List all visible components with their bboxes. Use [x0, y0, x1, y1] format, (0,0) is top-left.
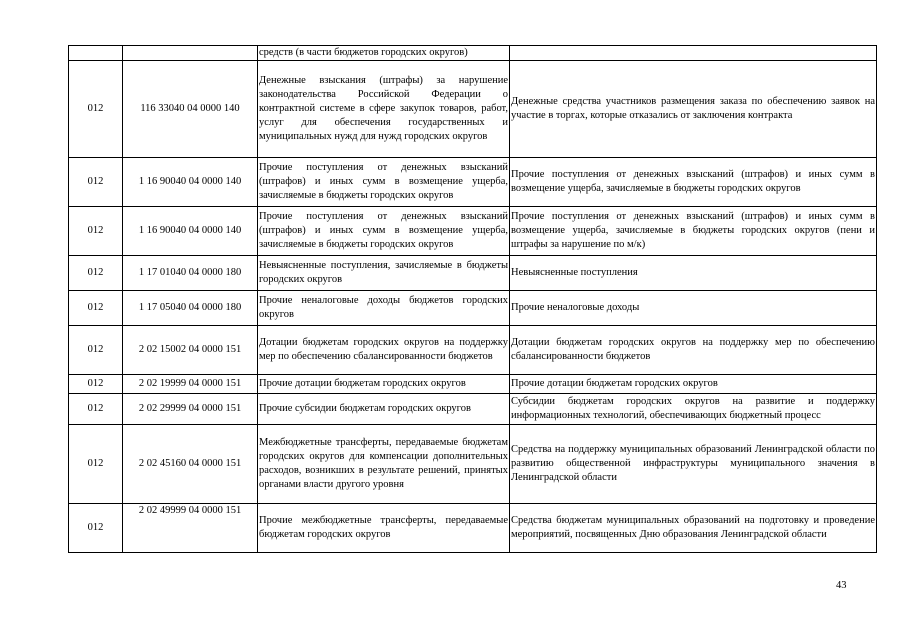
table-row — [69, 207, 877, 256]
cell-admin-code: 012 — [69, 207, 123, 256]
cell-income-description: Невыясненные поступления — [510, 256, 877, 291]
page-number: 43 — [836, 580, 847, 591]
cell-income-name: средств (в части бюджетов городских округов) — [258, 46, 510, 61]
cell-income-description: Денежные средства участников размещения заказа по обеспечению заявок на участие в торгах, которые отказались от заключения контракта — [510, 61, 877, 158]
table-row — [69, 256, 877, 291]
cell-income-name: Денежные взыскания (штрафы) за нарушение законодательства Российской Федерации о контрактной системе в сфере закупок товаров, работ, услуг для обеспечения государственных и муниципальных нужд для нужд городских округов — [258, 61, 510, 158]
cell-budget-code: 2 02 19999 04 0000 151 — [123, 375, 258, 394]
cell-budget-code: 2 02 45160 04 0000 151 — [123, 425, 258, 504]
cell-budget-code: 1 17 05040 04 0000 180 — [123, 291, 258, 326]
cell-income-description — [510, 46, 877, 61]
cell-budget-code: 1 16 90040 04 0000 140 — [123, 158, 258, 207]
cell-income-name: Прочие поступления от денежных взысканий (штрафов) и иных сумм в возмещение ущерба, зачисляемые в бюджеты городских округов — [258, 207, 510, 256]
table-row — [69, 326, 877, 375]
table-row — [69, 158, 877, 207]
cell-income-description: Прочие неналоговые доходы — [510, 291, 877, 326]
cell-admin-code: 012 — [69, 256, 123, 291]
table-row — [69, 394, 877, 425]
table-row — [69, 61, 877, 158]
cell-income-name: Прочие межбюджетные трансферты, передаваемые бюджетам городских округов — [258, 504, 510, 553]
cell-income-description: Прочие поступления от денежных взысканий (штрафов) и иных сумм в возмещение ущерба, зачисляемые в бюджеты городских округов — [510, 158, 877, 207]
cell-admin-code: 012 — [69, 158, 123, 207]
cell-admin-code: 012 — [69, 394, 123, 425]
cell-budget-code: 1 17 01040 04 0000 180 — [123, 256, 258, 291]
cell-admin-code: 012 — [69, 375, 123, 394]
cell-budget-code: 2 02 15002 04 0000 151 — [123, 326, 258, 375]
cell-budget-code: 1 16 90040 04 0000 140 — [123, 207, 258, 256]
cell-income-description: Прочие дотации бюджетам городских округов — [510, 375, 877, 394]
cell-admin-code — [69, 46, 123, 61]
cell-admin-code: 012 — [69, 291, 123, 326]
cell-income-name: Невыясненные поступления, зачисляемые в бюджеты городских округов — [258, 256, 510, 291]
cell-income-description: Прочие поступления от денежных взысканий (штрафов) и иных сумм в возмещение ущерба, зачисляемые в бюджеты городских округов (пени и штрафы за нарушение по м/к) — [510, 207, 877, 256]
cell-income-name: Прочие субсидии бюджетам городских округов — [258, 394, 510, 425]
cell-income-description: Субсидии бюджетам городских округов на развитие и поддержку информационных технологий, обеспечивающих бюджетный процесс — [510, 394, 877, 425]
cell-income-name: Межбюджетные трансферты, передаваемые бюджетам городских округов для компенсации дополнительных расходов, возникших в результате решений, принятых органами власти другого уровня — [258, 425, 510, 504]
cell-income-name: Прочие поступления от денежных взысканий (штрафов) и иных сумм в возмещение ущерба, зачисляемые в бюджеты городских округов — [258, 158, 510, 207]
table-row — [69, 425, 877, 504]
cell-admin-code: 012 — [69, 425, 123, 504]
cell-income-description: Средства на поддержку муниципальных образований Ленинградской области по развитию общественной инфраструктуры муниципального значения в Ленинградской области — [510, 425, 877, 504]
cell-budget-code: 2 02 29999 04 0000 151 — [123, 394, 258, 425]
cell-admin-code: 012 — [69, 504, 123, 553]
cell-income-name: Прочие дотации бюджетам городских округов — [258, 375, 510, 394]
cell-admin-code: 012 — [69, 326, 123, 375]
table-row — [69, 375, 877, 394]
table-body — [69, 46, 877, 553]
cell-admin-code: 012 — [69, 61, 123, 158]
budget-codes-table — [68, 45, 877, 553]
table-row-continuation — [69, 46, 877, 61]
cell-budget-code: 2 02 49999 04 0000 151 — [123, 504, 258, 553]
cell-income-description: Средства бюджетам муниципальных образований на подготовку и проведение мероприятий, посвященных Дню образования Ленинградской области — [510, 504, 877, 553]
table-row — [69, 504, 877, 553]
cell-income-description: Дотации бюджетам городских округов на поддержку мер по обеспечению сбалансированности бюджетов — [510, 326, 877, 375]
cell-budget-code — [123, 46, 258, 61]
cell-income-name: Дотации бюджетам городских округов на поддержку мер по обеспечению сбалансированности бюджетов — [258, 326, 510, 375]
cell-income-name: Прочие неналоговые доходы бюджетов городских округов — [258, 291, 510, 326]
cell-budget-code: 116 33040 04 0000 140 — [123, 61, 258, 158]
table-row — [69, 291, 877, 326]
